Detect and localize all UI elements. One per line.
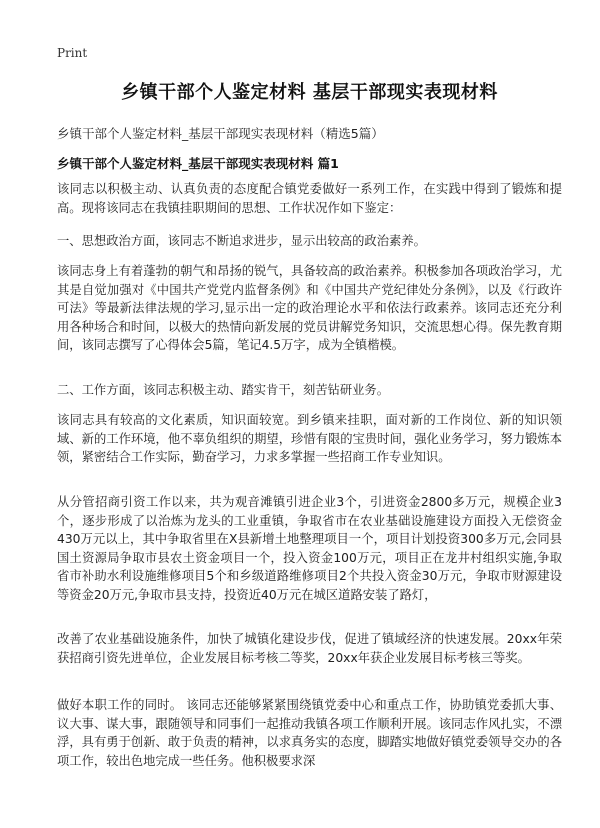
paragraph-duties: 做好本职工作的同时。 该同志还能够紧紧围绕镇党委中心和重点工作，协助镇党委抓大事、议大事、谋大事，跟随领导和同事们一起推动我镇各项工作顺利开展。该同志作风扎实，不漂浮，具有勇于创新、敢于负责的精神，以求真务实的态度，脚踏实地做好镇党委领导交办的各项工作，较出色地完成一些任务。他积极要求深 bbox=[57, 698, 562, 768]
section-heading: 乡镇干部个人鉴定材料_基层干部现实表现材料 篇1 bbox=[57, 156, 339, 171]
paragraph-intro: 该同志以积极主动、认真负责的态度配合镇党委做好一系列工作，在实践中得到了锻炼和提高。现将该同志在我镇挂职期间的思想、工作状况作如下鉴定： bbox=[57, 182, 562, 215]
paragraph-work-study: 该同志具有较高的文化素质，知识面较宽。到乡镇来挂职，面对新的工作岗位、新的知识领域、新的工作环境，他不辜负组织的期望，珍惜有限的宝贵时间，强化业务学习，努力锻炼本领，紧密结合工作实际，勤奋学习，力求多掌握一些招商工作专业知识。 bbox=[57, 413, 562, 464]
paragraph-investment: 从分管招商引资工作以来，共为观音滩镇引进企业3个，引进资金2800多万元，规模企业3个，逐步形成了以治炼为龙头的工业重镇，争取省市在农业基础设施建设方面投入无偿资金430万元以上，其中争取省里在X县新增土地整理项目一个，项目计划投资300多万元,会同县国土资源局争取市县农土资金项目一个，投入资金100万元，项目正在龙井村组织实施,争取省市补助水利设施维修项目5个和乡级道路维修项目2个共投入资金30万元，争取市财源建设等资金20万元,争取市县支持，投资近40万元在城区道路安装了路灯， bbox=[57, 495, 562, 602]
paragraph-heading-work: 二、工作方面，该同志积极主动、踏实肯干，刻苦钻研业务。 bbox=[57, 383, 390, 397]
paragraph-infrastructure: 改善了农业基础设施条件，加快了城镇化建设步伐，促进了镇域经济的快速发展。20xx年荣获招商引资先进单位，企业发展目标考核二等奖，20xx年获企业发展目标考核三等奖。 bbox=[57, 632, 562, 665]
paragraph-political-details: 该同志身上有着蓬勃的朝气和昂扬的锐气，具备较高的政治素养。积极参加各项政治学习，尤其是自觉加强对《中国共产党党内监督条例》和《中国共产党纪律处分条例》，以及《行政许可法》等最新法律法规的学习,显示出一定的政治理论水平和依法行政素养。该同志还充分利用各种场合和时间，以极大的热情向新发展的党员讲解党务知识，交流思想心得。保先教育期间，该同志撰写了心得体会5篇，笔记4.5万字，成为全镇楷模。 bbox=[57, 264, 562, 352]
paragraph-heading-political: 一、思想政治方面，该同志不断追求进步，显示出较高的政治素养。 bbox=[57, 234, 426, 248]
document-subtitle: 乡镇干部个人鉴定材料_基层干部现实表现材料（精选5篇） bbox=[57, 126, 384, 141]
print-link[interactable]: Print bbox=[57, 46, 88, 60]
page-title: 乡镇干部个人鉴定材料 基层干部现实表现材料 bbox=[121, 82, 498, 103]
